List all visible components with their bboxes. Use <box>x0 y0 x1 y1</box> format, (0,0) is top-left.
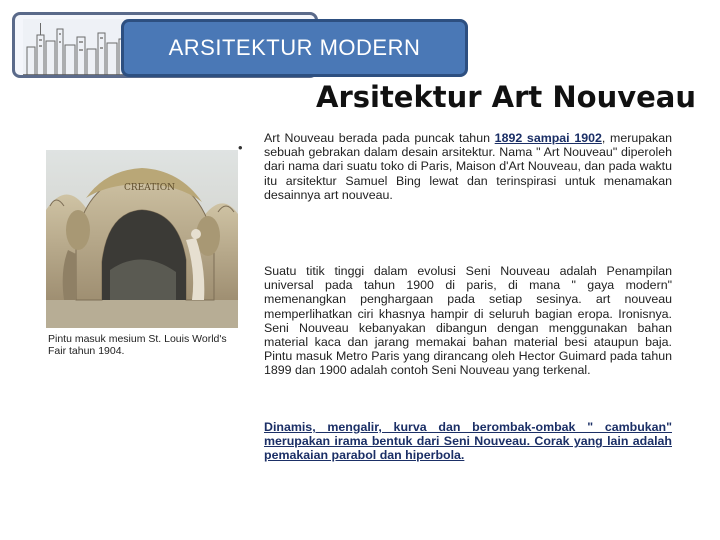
paragraph-1-rest: , merupakan sebuah gebrakan dalam desain arsitektur. Nama " Art Nouveau" diperoleh dari nama dari suatu toko di Paris, Maison d'Art Nouveau, dan pada waktu itu arsitektur Samuel Bing lewat dan terinspirasi untuk menamakan desainnya art nouveau. <box>264 131 673 202</box>
city-skyline-icon <box>23 19 133 77</box>
paragraph-3 <box>264 420 672 463</box>
paragraph-1 <box>264 131 672 202</box>
paragraph-2: Suatu titik tinggi dalam evolusi Seni Nouveau adalah Penampilan universal pada tahun 1900 di paris, di mana " gaya modern" memenangkan penghargaan pada setiap sesinya. art nouveau memperlihatkan ciri khasnya hampir di seluruh bagian eropa. Ironisnya. Seni Nouveau kebanyakan dibangun dengan menggunakan bahan material kaca dan jarang memakai bahan material besi ataupun baja. Pintu masuk Metro Paris yang dirancang oleh Hector Guimard pada tahun 1899 dan 1900 adalah contoh Seni Nouveau yang terkenal. <box>264 264 672 378</box>
paragraph-1-intro: Art Nouveau berada pada puncak tahun <box>264 131 495 145</box>
photo-caption: Pintu masuk mesium St. Louis World's Fair tahun 1904. <box>48 333 227 357</box>
header-title-banner <box>121 19 468 77</box>
page-title: Arsitektur Art Nouveau <box>316 80 697 114</box>
year-range-link[interactable]: 1892 sampai 1902 <box>494 131 602 145</box>
header-title: ARSITEKTUR MODERN <box>168 35 421 60</box>
paragraph-3-link[interactable]: Dinamis, mengalir, kurva dan berombak-ombak " cambukan" merupakan irama bentuk dari Seni Nouveau. Corak yang lain adalah pemakaian parabol dan hiperbola. <box>264 420 672 463</box>
svg-text:CREATION: CREATION <box>124 183 176 193</box>
art-nouveau-gate-photo <box>46 150 238 328</box>
bullet-marker: • <box>238 140 243 155</box>
